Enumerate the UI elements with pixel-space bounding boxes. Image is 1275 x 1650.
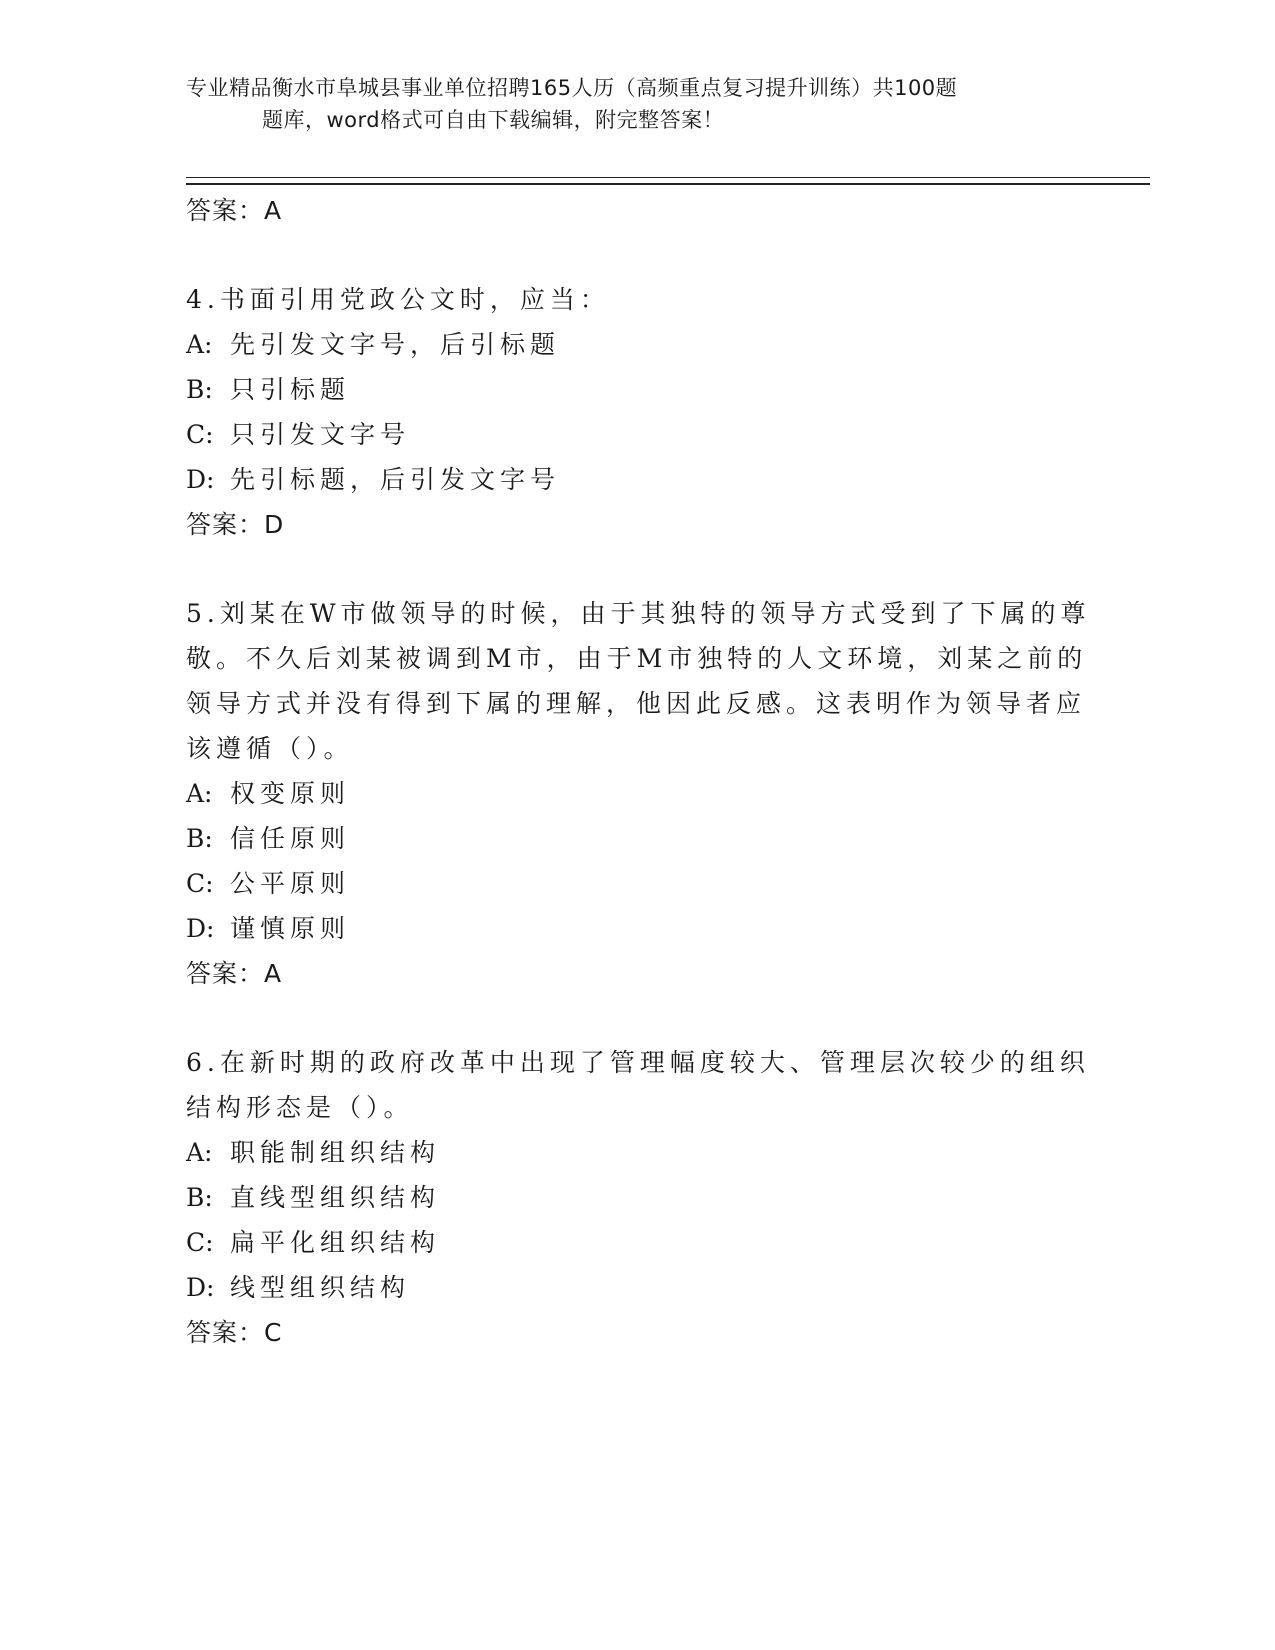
option-text: 只引发文字号 [230, 420, 411, 449]
option-key: C: [186, 420, 214, 449]
option-key: A: [186, 779, 213, 808]
option-item [186, 771, 1086, 816]
question-list [186, 188, 1091, 1355]
question-text-line: 敬。不久后刘某被调到M市，由于M市独特的人文环境，刘某之前的 [186, 644, 1088, 673]
answer-value: D [264, 510, 285, 539]
option-key: B: [186, 824, 213, 853]
option-item [186, 322, 1086, 367]
option-item [186, 861, 1086, 906]
option-key: B: [186, 1183, 213, 1212]
answer-line [186, 502, 1086, 547]
answer-value: A [264, 959, 283, 988]
option-text: 谨慎原则 [230, 914, 351, 943]
option-key: B: [186, 375, 213, 404]
question-block [186, 591, 1091, 996]
answer-label: 答案： [186, 196, 265, 225]
option-key: D: [186, 1273, 215, 1302]
option-key: A: [186, 330, 213, 359]
option-item [186, 1220, 1086, 1265]
question-text-line: 该遵循（）。 [186, 734, 354, 763]
question-block [186, 277, 1086, 547]
header-divider-thick [186, 183, 1150, 185]
question-gap [186, 547, 1086, 591]
option-item [186, 906, 1086, 951]
answer-label: 答案： [186, 1318, 265, 1347]
answer-line [186, 1310, 1086, 1355]
option-key: C: [186, 1228, 214, 1257]
option-item [186, 457, 1086, 502]
question-text-line: 结构形态是（）。 [186, 1093, 414, 1122]
question-text-line: 5.刘某在W市做领导的时候，由于其独特的领导方式受到了下属的尊 [186, 599, 1091, 628]
option-key: D: [186, 914, 215, 943]
answer-line-prev [186, 188, 1086, 233]
option-key: A: [186, 1138, 213, 1167]
option-item [186, 816, 1086, 861]
header-title-line-1: 专业精品衡水市阜城县事业单位招聘165人历（高频重点复习提升训练）共100题 [186, 76, 958, 100]
option-text: 直线型组织结构 [230, 1183, 441, 1212]
option-text: 扁平化组织结构 [230, 1228, 441, 1257]
question-text-line: 6.在新时期的政府改革中出现了管理幅度较大、管理层次较少的组织 [186, 1048, 1090, 1077]
questions-container [186, 233, 1091, 1355]
question-text-line: 领导方式并没有得到下属的理解，他因此反感。这表明作为领导者应 [186, 689, 1087, 718]
option-text: 只引标题 [230, 375, 351, 404]
option-text: 信任原则 [230, 824, 351, 853]
answer-label: 答案： [186, 510, 265, 539]
header-title-line-2: 题库，word格式可自由下载编辑，附完整答案！ [262, 108, 725, 132]
option-text: 职能制组织结构 [230, 1138, 441, 1167]
option-item [186, 1130, 1086, 1175]
answer-label: 答案： [186, 959, 265, 988]
question-block [186, 1040, 1090, 1355]
option-item [186, 1175, 1086, 1220]
option-text: 先引标题，后引发文字号 [230, 465, 561, 494]
answer-value: A [264, 196, 283, 225]
page-header [186, 72, 1086, 136]
option-key: C: [186, 869, 214, 898]
option-item [186, 1265, 1086, 1310]
option-text: 线型组织结构 [230, 1273, 411, 1302]
option-item [186, 412, 1086, 457]
header-divider-thin [186, 177, 1150, 178]
option-text: 公平原则 [230, 869, 351, 898]
option-item [186, 367, 1086, 412]
option-key: D: [186, 465, 215, 494]
option-text: 先引发文字号，后引标题 [230, 330, 561, 359]
answer-value: C [264, 1318, 283, 1347]
question-gap [186, 996, 1086, 1040]
question-gap [186, 233, 1086, 277]
question-text-line: 4.书面引用党政公文时，应当： [186, 285, 610, 314]
answer-line [186, 951, 1086, 996]
option-text: 权变原则 [230, 779, 351, 808]
